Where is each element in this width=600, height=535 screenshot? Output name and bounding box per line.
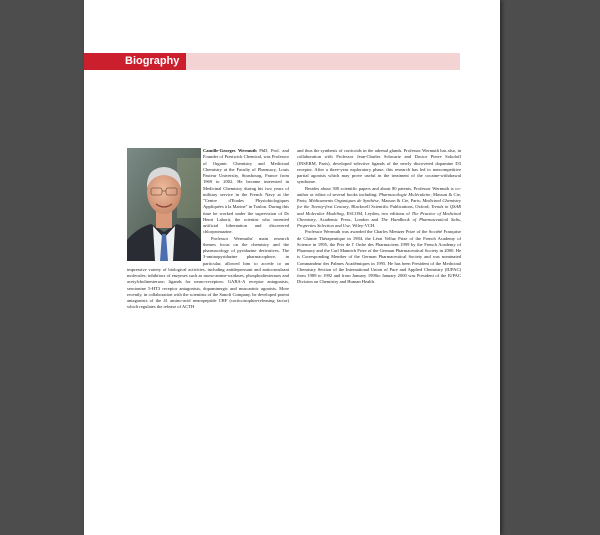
- paragraph-text: , Academic Press, London and: [315, 216, 382, 222]
- biography-column-left: [127, 148, 289, 311]
- paragraph-text: , ESCOM, Leyden, two editions of: [343, 210, 412, 216]
- publications-paragraph: [297, 186, 461, 230]
- book-title: Pharmacologie Moléculaire: [378, 191, 431, 197]
- paragraph-text: , Masson & Cie, Paris;: [378, 198, 423, 203]
- paragraph-text: Besides about 300 scientific papers and about 80 patents, Professor Wermuth is co-author or editor of several books including:: [297, 185, 461, 197]
- awards-paragraph: Professor Wermuth was awarded the Charles Mentzer Prize of the Société Française de Chimie Thérapeutique in 1984, the Léon Velluz Prize of the French Academy of Science in 1995, the Prix de l' Ordre des Pharmaciens 1999 by the French Academy of Pharmacy and the Carl Mannich Prize of the German Pharmaceutical Society in 2000. He is Corresponding Member of the German Pharmaceutical Society and was nominated Commandeur des Palmes Académiques in 1995. He has been President of the Medicinal Chemistry Section of the International Union of Pure and Applied Chemistry (IUPAC) from 1988 to 1992 and from January 1998to January 2000 was President of the IUPAC Division on Chemistry and Human Health.: [297, 229, 461, 285]
- book-title: Médicaments Organiques de Synthèse: [308, 198, 379, 203]
- paragraph-text: , Blackwell Scientific Publications, Oxford;: [348, 204, 432, 210]
- book-title: The Handbook of Pharmaceutical Salts, Properties Selection and Use: [297, 216, 461, 228]
- biography-paragraph: Professor Wermuths' main research themes focus on the chemistry and the pharmacology of pyridazine derivatives. The 3-aminopyridazine pharmacophore, in particular, allowed him to accede to an impressive variety of biological activities, including antidepressant and anticonvulsant molecules; inhibitors of enzymes such as mono-amine-oxidases, phosphodiesterases and acetylcholinesterase; ligands for neuro-receptors: GABA-A receptor antagonists, serotonine 5-HT3 receptor antagonists, dopaminergic and muscarinic agonists. More recently, in collaboration with the scientists of the Sanofi Company, he developed potent antagonists of the 41 amino-acid neuropeptide CRF (corticotrophin-releasing factor) which regulates the release of ACTH: [127, 235, 289, 310]
- subject-name: Camille-Georges Wermuth: [203, 148, 257, 153]
- biography-paragraph: and thus the synthesis of corticoids in the adrenal glands. Professor Wermuth has also, in collaboration with Professor Jean-Charles Schwartz and Doctor Pierre Sokoloff (INSERM, Paris), developed selective ligands of the newly discovered dopamine D3 receptor. After a three-year exploratory phase, this research has led to noncompetitive partial agonists which may prove useful in the treatment of the cocaine-withdrawal syndrome.: [297, 148, 461, 185]
- paragraph-text: , Wiley-VCH.: [350, 223, 376, 228]
- paragraph-text: , Masson & Cie, Paris;: [297, 191, 461, 203]
- section-header-band: [84, 53, 460, 70]
- photo-float-spacer: [127, 148, 203, 262]
- book-title: The Practice of Medicinal Chemistry: [297, 210, 461, 222]
- section-title: Biography: [84, 53, 186, 70]
- document-page: [84, 0, 500, 535]
- book-title: Trends in QSAR and Molecular Modeling: [297, 204, 461, 216]
- biography-column-right: [297, 148, 461, 286]
- book-title: Medicinal Chemistry for the Twenty-first Century: [297, 198, 462, 210]
- paragraph-text: PhD, Prof. and Founder of Prestwick Chemical, was Professor of Organic Chemistry and Medicinal Chemistry at the Faculty of Pharmacy, Louis Pasteur University, Strasbourg, France from 1969 to 2002. He became interested in Medicinal Chemistry during his two years of military service in the French Navy at the "Centre d'Etudes Physiobiologiques Appliquées à la Marine" in Toulon. During this time he worked under the supervision of Dr Henri Laborit, the scientist who invented artificial hibernation and discovered chlorpromazine.: [203, 148, 289, 235]
